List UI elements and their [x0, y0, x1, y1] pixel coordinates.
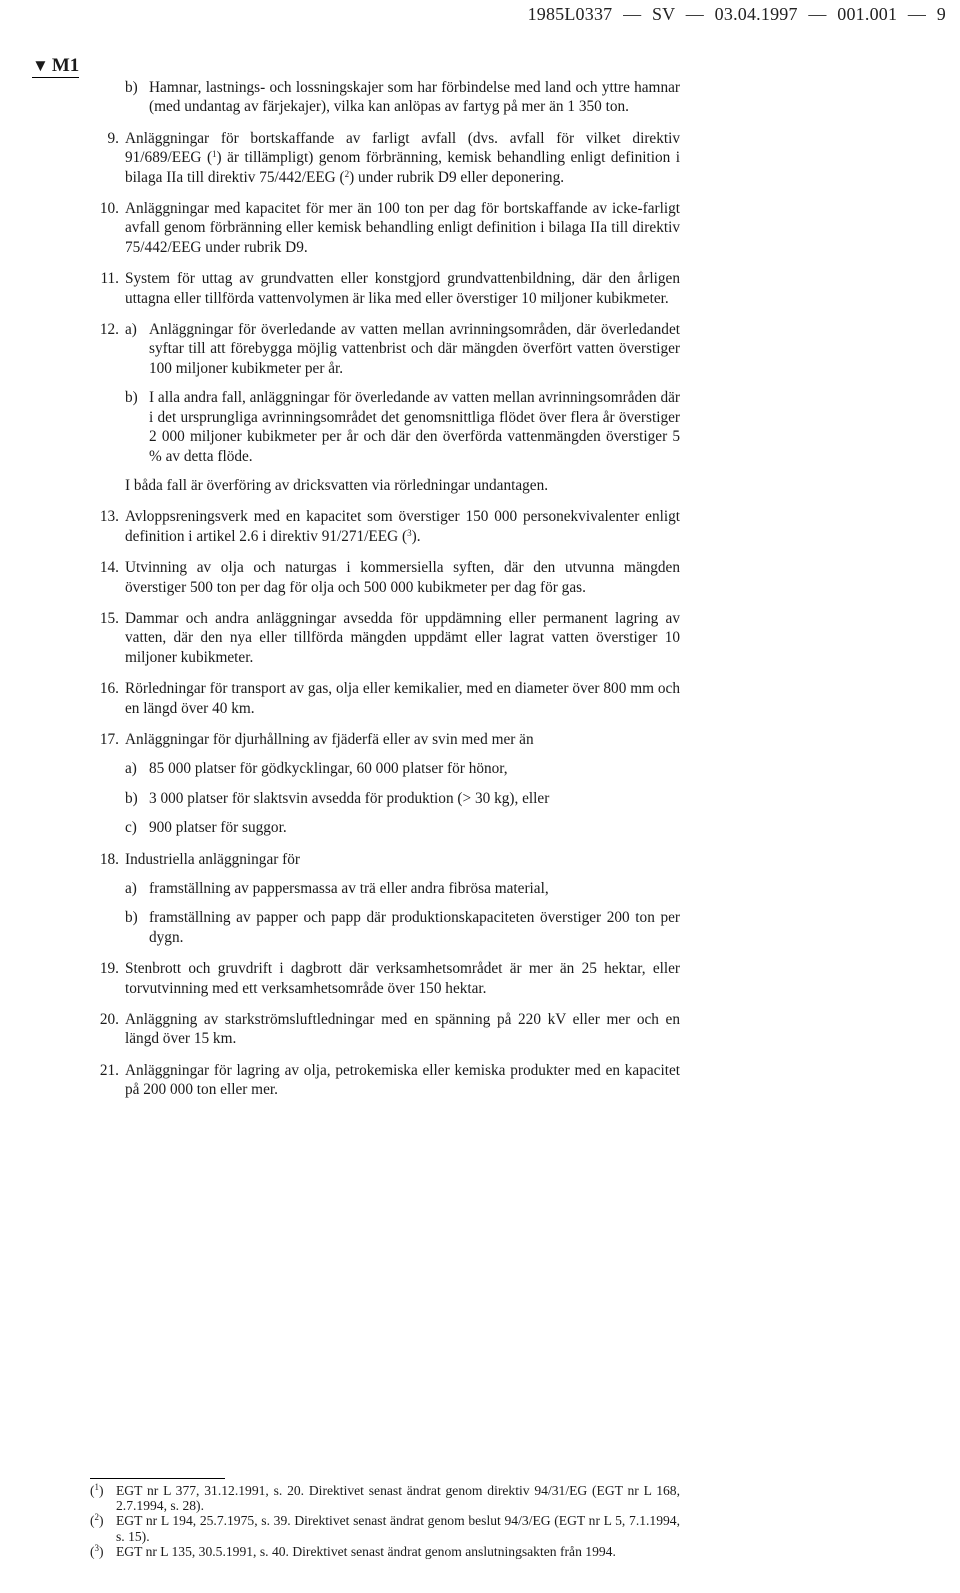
paren: ( — [90, 1543, 95, 1559]
item-number: 12. — [99, 321, 119, 339]
sub-item-label: a) — [125, 760, 137, 778]
item-number: 21. — [99, 1061, 119, 1079]
footnote-number: 2 — [94, 1512, 100, 1523]
sub-item — [125, 818, 680, 837]
paren: ( — [90, 1483, 95, 1498]
list-item-12 — [90, 320, 680, 495]
footnote-divider — [90, 1478, 225, 1479]
item-text: System för uttag av grundvatten eller konstgjord grundvattenbildning, där den årligen uttagna eller tillförda vattenvolymen är lika med eller överstiger 10 miljoner kubikmeter. — [125, 270, 680, 307]
header-separator: — — [685, 4, 704, 24]
sub-item — [125, 78, 680, 117]
sub-item-label: b) — [125, 389, 138, 407]
text-run: ) under rubrik D9 eller deponering. — [349, 168, 565, 186]
item-number: 13. — [99, 508, 119, 526]
list-item-15 — [90, 609, 680, 667]
sub-item-text: Hamnar, lastnings- och lossningskajer som har förbindelse med land och yttre hamnar (med undantag av färjekajer), vilka kan anlöpas av fartyg på mer än 1 350 ton. — [149, 79, 680, 116]
document-date: 03.04.1997 — [714, 4, 798, 24]
list-item-14 — [90, 558, 680, 597]
item-text: Anläggningar för djurhållning av fjäderfä eller av svin med mer än — [125, 730, 534, 748]
sub-item-label: a) — [125, 321, 137, 339]
paren: ( — [90, 1513, 95, 1529]
item-text — [125, 507, 680, 546]
item-number: 9. — [107, 129, 119, 147]
text-run: Avloppsreningsverk med en kapacitet som överstiger 150 000 personekvivalenter enligt definition i artikel 2.6 i direktiv 91/271/EEG ( — [125, 508, 680, 545]
paren: ) — [99, 1513, 104, 1529]
page-header — [522, 4, 946, 25]
footnote-ref[interactable]: 3 — [407, 527, 412, 538]
sub-item-label: c) — [125, 819, 137, 837]
footnote-text: EGT nr L 194, 25.7.1975, s. 39. Direktivet senast ändrat genom beslut 94/3/EG (EGT nr L 5, 7.1.1994, s. 15). — [116, 1513, 680, 1544]
item-body — [125, 320, 680, 495]
footnote — [90, 1544, 680, 1559]
item-number: 17. — [99, 730, 119, 748]
list-item-10 — [90, 199, 680, 257]
sub-item-label: b) — [125, 909, 138, 927]
document-id: 1985L0337 — [527, 4, 613, 24]
footnote-text: EGT nr L 135, 30.5.1991, s. 40. Direktivet senast ändrat genom anslutningsakten från 1994. — [116, 1543, 616, 1559]
item-text: Rörledningar för transport av gas, olja eller kemikalier, med en diameter över 800 mm och en längd över 40 km. — [125, 680, 680, 717]
page-number: 9 — [936, 4, 946, 24]
footnote-number: 1 — [94, 1482, 100, 1492]
list-item-20 — [90, 1010, 680, 1049]
sub-item-text: 85 000 platser för gödkycklingar, 60 000 platser för hönor, — [149, 760, 508, 778]
list-item-b-hamnar — [125, 78, 680, 117]
item-text: Dammar och andra anläggningar avsedda för uppdämning eller permanent lagring av vatten, där den nya eller tillförda mängden uppdämt eller lagrat vatten överstiger 10 miljoner kubikmeter. — [125, 609, 680, 666]
header-separator: — — [907, 4, 927, 24]
item-text: Anläggning av starkströmsluftledningar med en spänning på 220 kV eller mer och en längd över 15 km. — [125, 1011, 680, 1048]
sub-item-label: a) — [125, 880, 137, 897]
item-text — [125, 129, 680, 187]
text-run: ) är tillämpligt) genom förbränning, kemisk behandling enligt definition i bilaga IIa till direktiv 75/442/EEG ( — [125, 149, 680, 186]
footnote — [90, 1483, 680, 1513]
footnote — [90, 1513, 680, 1543]
footnotes — [90, 1483, 680, 1559]
item-text: Industriella anläggningar för — [125, 850, 301, 868]
paren: ) — [99, 1483, 104, 1498]
footnote-label — [90, 1483, 116, 1513]
item-number: 19. — [99, 960, 119, 978]
item-number: 14. — [99, 559, 119, 577]
item-note: I båda fall är överföring av dricksvatten via rörledningar undantagen. — [125, 476, 549, 494]
item-text: Utvinning av olja och naturgas i kommersiella syften, där den utvunna mängden överstiger 500 ton per dag för olja och 500 000 kubikmeter per dag för gas. — [125, 559, 680, 596]
list-item-19 — [90, 959, 680, 998]
list-item-9 — [90, 129, 680, 187]
sub-item-label: b) — [125, 79, 138, 96]
footnote-ref[interactable]: 2 — [344, 168, 350, 179]
sub-item-label: b) — [125, 789, 138, 807]
list-item-16 — [90, 679, 680, 718]
amendment-label: M1 — [51, 55, 80, 76]
sub-item — [125, 759, 680, 778]
header-separator: — — [808, 4, 827, 24]
sub-item-text: 900 platser för suggor. — [149, 819, 287, 837]
list-item-13 — [90, 507, 680, 546]
version-number: 001.001 — [837, 4, 898, 24]
language-code: SV — [651, 4, 676, 24]
sub-item — [125, 388, 680, 466]
document-body — [90, 78, 680, 1112]
paren: ) — [99, 1543, 104, 1559]
sub-item-text: Anläggningar för överledande av vatten mellan avrinningsområden, där överledandet syftar till att förebygga möjlig vattenbrist och där mängden överfört vatten överstiger 100 miljoner kubikmeter per år. — [149, 321, 680, 377]
footnote-number: 3 — [94, 1542, 100, 1553]
footnote-label — [90, 1513, 116, 1543]
list-item-11 — [90, 269, 680, 308]
triangle-down-icon: ▼ — [32, 56, 49, 75]
item-number: 11. — [100, 270, 119, 288]
item-number: 20. — [99, 1011, 119, 1029]
footnote-ref[interactable]: 1 — [212, 149, 217, 160]
item-text: Anläggningar för lagring av olja, petrokemiska eller kemiska produkter med en kapacitet på 200 000 ton eller mer. — [125, 1061, 680, 1099]
item-text: Stenbrott och gruvdrift i dagbrott där verksamhetsområdet är mer än 25 hektar, eller torvutvinning med ett verksamhetsområde över 150 hektar. — [125, 960, 680, 997]
list-item-17 — [90, 730, 680, 838]
footnote-text: EGT nr L 377, 31.12.1991, s. 20. Direktivet senast ändrat genom direktiv 94/31/EG (EGT nr L 168, 2.7.1994, s. 28). — [116, 1483, 680, 1514]
sub-item-text: framställning av papper och papp där produktionskapaciteten överstiger 200 ton per dygn. — [149, 909, 680, 946]
sub-item-text: framställning av pappersmassa av trä eller andra fibrösa material, — [149, 880, 549, 897]
sub-item — [125, 320, 680, 378]
item-body — [125, 730, 680, 838]
sub-item-text: 3 000 platser för slaktsvin avsedda för produktion (> 30 kg), eller — [149, 789, 550, 807]
list-item-21 — [90, 1061, 680, 1100]
header-separator: — — [623, 4, 642, 24]
item-number: 16. — [99, 680, 119, 698]
text-run: ). — [411, 527, 421, 545]
item-number: 15. — [99, 609, 119, 627]
sub-item — [125, 879, 680, 898]
amendment-marker — [32, 56, 79, 78]
item-body — [125, 850, 680, 948]
item-number: 18. — [99, 850, 119, 868]
item-text: Anläggningar med kapacitet för mer än 100 ton per dag för bortskaffande av icke-farligt avfall genom förbränning eller kemisk behandling enligt definition i bilaga IIa till direktiv 75/442/EEG under rubrik D9. — [125, 200, 680, 256]
sub-item — [125, 908, 680, 947]
item-number: 10. — [99, 200, 119, 218]
text-run: Anläggningar för bortskaffande av farligt avfall (dvs. avfall för vilket direktiv 91/689/EEG ( — [125, 129, 680, 167]
sub-item — [125, 789, 680, 808]
sub-item-text: I alla andra fall, anläggningar för överledande av vatten mellan avrinningsområden där i det ursprungliga avrinningsområdet det genomsnittliga flödet över flera år överstiger 2 000 miljoner kubikmeter per år och där den överförda vattenmängden överstiger 5 % av detta flöde. — [149, 389, 680, 465]
footnote-label — [90, 1544, 116, 1559]
list-item-18 — [90, 850, 680, 948]
